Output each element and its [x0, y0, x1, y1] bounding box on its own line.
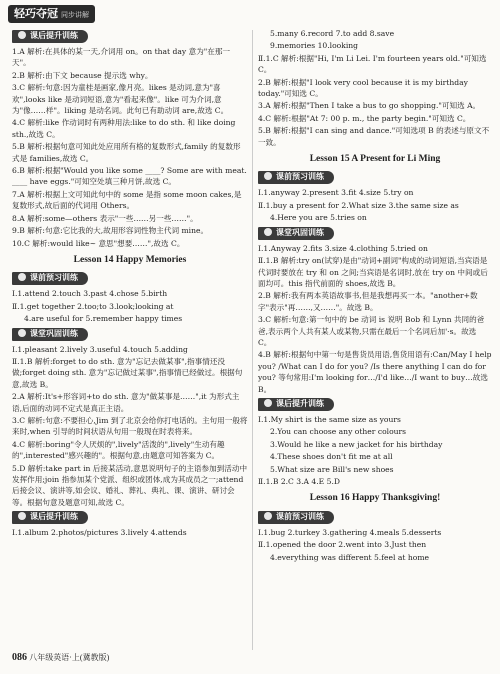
answer-line: 4.everything was different 5.feel at home: [270, 552, 430, 562]
answer-line: 3.Would he like a new jacket for his birthday: [270, 439, 443, 449]
page-header: [6, 4, 494, 26]
answer-line: 5.B 解析:根据"I can sing and dance."可知选项 B 的表述与原文不一致。: [258, 126, 490, 147]
answer-line: 4.C 解析:boring"令人厌烦的",lively"活泼的",lively"生动有趣的",interested"感兴趣的"。根据句意,由题意可知答案为 C。: [12, 439, 225, 461]
answer-line: 10.C 解析:would like~ 意思"想要……",故选 C。: [12, 238, 185, 248]
answer-line: 3.A 解析:根据"Then I take a bus to go shopping."可知选 A。: [258, 101, 481, 111]
answer-line: 8.A 解析:some—others 表示"一些……另一些……"。: [12, 213, 198, 223]
answer-line: 5.D 解析:take part in 后接某活动,意思说明句子的主语参加到活动中发挥作用;join 指参加某个党派、组织或团体,成为其成员之一;attend 后接会议、演讲等,如会议、婚礼、葬礼、典礼、课、演讲、研讨会等。根据句意及题意可知,故选 C。: [12, 463, 248, 507]
answer-line: Ⅰ.1.anyway 2.present 3.fit 4.size 5.try on: [258, 188, 414, 198]
section-header: 课后提升训练: [12, 30, 88, 43]
answer-line: 5.B 解析:根据句意可知此处应用所有格的复数形式,family 的复数形式是 families,故选 C。: [12, 142, 241, 163]
answer-line: 2.B 解析:根据"I look very cool because it is my birthday today."可知选 C。: [258, 77, 468, 99]
answer-line: Ⅱ.1.B 解析:try on(试穿)是由"动词+副词"构成的动词短语,当宾语是代词时要放在 try 和 on 之间;当宾语是名词时,放在 try on 中间或后面均可。this 指代前面的 shoes,故选 B。: [258, 256, 488, 288]
answer-line: Ⅰ.1.bug 2.turkey 3.gathering 4.meals 5.desserts: [258, 527, 442, 537]
section-icon: [18, 31, 26, 39]
answer-line: 4.C 解析:根据"At 7: 00 p. m., the party begin."可知选 C。: [258, 113, 471, 123]
answer-line: 9.memories 10.looking: [270, 41, 359, 51]
answer-line: 4.B 解析:根据句中第一句是售货员用语,售货用语有:Can/May I help you? /What can I do for you? /Is there anything I can do for you? 等句常用:I'm looking for…/I'd like…/I want to buy…故选 B。: [258, 350, 492, 394]
section-icon: [264, 512, 272, 520]
answer-line: Ⅱ.1.C 解析:根据"Hi, I'm Li Lei. I'm fourteen years old."可知选 C。: [258, 53, 487, 75]
answer-line: 2.A 解析:It's+形容词+to do sth. 意为"做某事是……",it 为形式主语,后面的动词不定式是真正主语。: [12, 392, 240, 413]
section-header: 课前预习训练: [258, 171, 334, 184]
section-header: 课前预习训练: [12, 272, 88, 285]
section-icon: [264, 399, 272, 407]
answer-line: 2.B 解析:由下文 because 提示选 why。: [12, 70, 153, 80]
answer-line: 7.A 解析:根据上文可知此句中的 some 是指 some moon cakes,是复数形式,故后面的代词用 Others。: [12, 189, 242, 211]
column-divider: [252, 30, 253, 650]
lesson-title: Lesson 14 Happy Memories: [73, 254, 187, 265]
section-header: 课后提升训练: [258, 398, 334, 411]
answer-line: 4.are useful for 5.remember happy times: [24, 314, 183, 324]
answer-line: 3.C 解析:句意:第一句中的 be 动词 is 说明 Bob 和 Lynn 共同的爸爸,表示两个人共有某人或某物,只需在最后一个名词后加'·s。故选 C。: [258, 315, 485, 347]
section-header: 课后提升训练: [12, 511, 88, 524]
answer-line: Ⅰ.1.album 2.photos/pictures 3.lively 4.attends: [12, 528, 187, 538]
answer-line: Ⅰ.1.pleasant 2.lively 3.useful 4.touch 5.adding: [12, 344, 188, 354]
section-icon: [18, 329, 26, 337]
answer-line: Ⅱ.1.opened the door 2.went into 3.Just then: [258, 540, 427, 550]
answer-line: 1.A 解析:在具体的某一天,介词用 on。on that day 意为"在那一天"。: [12, 47, 231, 68]
answer-line: 9.B 解析:句意:它比我的大,故用形容词性物主代词 mine。: [12, 226, 209, 236]
section-header: 课堂巩固训练: [258, 227, 334, 240]
section-icon: [18, 512, 26, 520]
section-icon: [18, 273, 26, 281]
answer-line: Ⅰ.1.attend 2.touch 3.past 4.chose 5.birth: [12, 289, 168, 299]
answer-line: 2.B 解析:我有两本英语故事书,但是我想再买一本。"another+数字"表示"再……,又……"。故选 B。: [258, 291, 478, 312]
answer-line: 3.C 解析:句意:不要担心,Jim 到了北京会给你打电话的。主句用一般将来时,when 引导的时间状语从句用一般现在时表将来。: [12, 415, 248, 437]
answer-line: 4.These shoes don't fit me at all: [270, 452, 393, 462]
answer-line: Ⅰ.1.Anyway 2.fits 3.size 4.clothing 5.tried on: [258, 243, 428, 253]
answer-line: 4.C 解析:like 作动词时有两种用法:like to do sth. 和 like doing sth.,故选 C。: [12, 118, 236, 139]
lesson-title: Lesson 16 Happy Thanksgiving!: [309, 493, 441, 504]
section-header: 课前预习训练: [258, 511, 334, 524]
page-footer: [12, 652, 109, 663]
answer-line: 5.What size are Bill's new shoes: [270, 464, 394, 474]
section-icon: [264, 228, 272, 236]
section-header: 课堂巩固训练: [12, 328, 88, 341]
left-column: [12, 28, 248, 540]
answer-line: Ⅱ.1.B 解析:forget to do sth. 意为"忘记去做某事",指事情还没做;forget doing sth. 意为"忘记做过某事",指事情已经做过。根据句意,故选 B。: [12, 356, 243, 389]
answer-line: 4.Here you are 5.tries on: [270, 213, 367, 223]
lesson-title: Lesson 15 A Present for Li Ming: [309, 154, 441, 165]
answer-line: Ⅱ.1.buy a present for 2.What size 3.the same size as: [258, 200, 459, 210]
footer-title: 八年级英语·上(冀教版): [29, 653, 110, 662]
section-icon: [264, 172, 272, 180]
answer-line: 2.You can choose any other colours: [270, 427, 407, 437]
page-number: 086: [12, 652, 27, 663]
answer-line: 6.B 解析:根据"Would you like some ____? Some are with meat. ____ have eggs."可知空处填三种月饼,故选 C。: [12, 166, 247, 187]
answer-line: Ⅰ.1.My shirt is the same size as yours: [258, 414, 401, 424]
brand-logo: 轻巧夺冠 同步讲解: [8, 5, 95, 23]
answer-line: Ⅱ.1.B 2.C 3.A 4.E 5.D: [258, 477, 340, 486]
answer-line: 5.many 6.record 7.to add 8.save: [270, 29, 395, 38]
right-column: [258, 28, 492, 564]
answer-line: 3.C 解析:句意:因为童桂是画家,像月亮。likes 是动词,意为"喜欢",looks like 是动词短语,意为"看起来像"。like 可为介词,意为"像……样"。liking 是动名词。此句已有助动词 are,故选 C。: [12, 83, 229, 116]
answer-line: Ⅱ.1.get together 2.too;to 3.look;looking at: [12, 301, 174, 311]
